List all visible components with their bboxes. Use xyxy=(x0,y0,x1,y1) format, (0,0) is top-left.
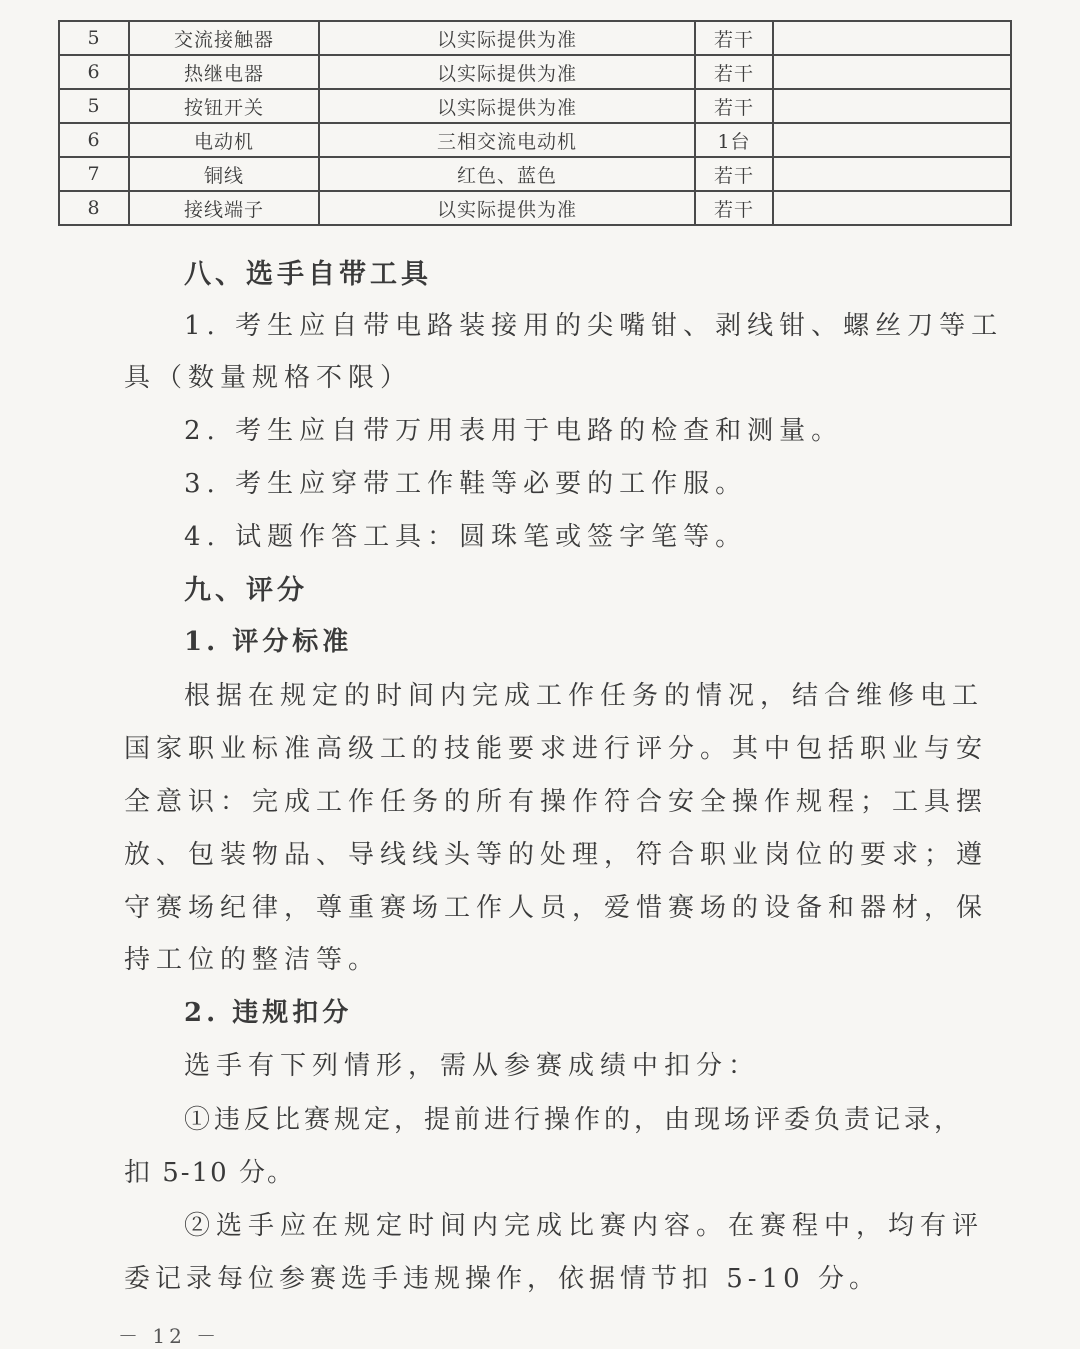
table-row xyxy=(59,21,1011,55)
item-note xyxy=(773,55,1011,89)
item-spec: 红色、蓝色 xyxy=(319,157,695,191)
scoring-standard-line: 持工位的整洁等。 xyxy=(124,945,381,975)
violation-rule-2-line-1: ②选手应在规定时间内完成比赛内容。在赛程中，均有评 xyxy=(184,1211,985,1241)
table-row xyxy=(59,89,1011,123)
item-name: 铜线 xyxy=(129,157,319,191)
violation-rule-2-line-2: 委记录每位参赛选手违规操作，依据情节扣 5-10 分。 xyxy=(124,1264,880,1294)
tool-item-2: 2. 考生应自带万用表用于电路的检查和测量。 xyxy=(184,416,844,446)
item-note xyxy=(773,191,1011,225)
violation-rule-1-line-2: 扣 5-10 分。 xyxy=(124,1158,295,1188)
section-9-heading: 九、评分 xyxy=(184,575,308,606)
item-quantity: 若干 xyxy=(695,55,773,89)
violation-deduction-heading: 2. 违规扣分 xyxy=(184,998,353,1028)
item-note xyxy=(773,89,1011,123)
item-spec: 以实际提供为准 xyxy=(319,55,695,89)
table-row xyxy=(59,191,1011,225)
item-name: 接线端子 xyxy=(129,191,319,225)
item-spec: 以实际提供为准 xyxy=(319,89,695,123)
item-quantity: 若干 xyxy=(695,191,773,225)
item-quantity: 若干 xyxy=(695,21,773,55)
violation-intro: 选手有下列情形，需从参赛成绩中扣分： xyxy=(184,1051,761,1081)
item-spec: 以实际提供为准 xyxy=(319,21,695,55)
item-spec: 以实际提供为准 xyxy=(319,191,695,225)
violation-rule-1-line-1: ①违反比赛规定，提前进行操作的，由现场评委负责记录， xyxy=(184,1105,965,1135)
scoring-standard-line: 国家职业标准高级工的技能要求进行评分。其中包括职业与安 xyxy=(124,734,989,764)
page-number: － 12 － xyxy=(118,1324,221,1348)
row-number: 5 xyxy=(59,89,129,123)
scoring-standard-heading: 1. 评分标准 xyxy=(184,627,353,657)
table-row xyxy=(59,55,1011,89)
scoring-standard-line: 根据在规定的时间内完成工作任务的情况，结合维修电工 xyxy=(184,681,985,711)
scoring-standard-line: 守赛场纪律，尊重赛场工作人员，爱惜赛场的设备和器材，保 xyxy=(124,893,989,923)
tool-item-3: 3. 考生应穿带工作鞋等必要的工作服。 xyxy=(184,469,748,499)
item-quantity: 若干 xyxy=(695,89,773,123)
materials-table xyxy=(58,20,1012,226)
scoring-standard-line: 放、包装物品、导线线头等的处理，符合职业岗位的要求；遵 xyxy=(124,840,989,870)
item-name: 热继电器 xyxy=(129,55,319,89)
row-number: 7 xyxy=(59,157,129,191)
item-quantity: 1台 xyxy=(695,123,773,157)
item-quantity: 若干 xyxy=(695,157,773,191)
tool-item-1-line-2: 具（数量规格不限） xyxy=(124,363,413,393)
row-number: 5 xyxy=(59,21,129,55)
scoring-standard-line: 全意识：完成工作任务的所有操作符合安全操作规程；工具摆 xyxy=(124,787,989,817)
section-8-heading: 八、选手自带工具 xyxy=(184,259,432,290)
item-note xyxy=(773,123,1011,157)
tool-item-1-line-1: 1. 考生应自带电路装接用的尖嘴钳、剥线钳、螺丝刀等工 xyxy=(184,311,1004,341)
tool-item-4: 4. 试题作答工具：圆珠笔或签字笔等。 xyxy=(184,522,748,552)
row-number: 8 xyxy=(59,191,129,225)
item-note xyxy=(773,21,1011,55)
table-row xyxy=(59,157,1011,191)
item-name: 按钮开关 xyxy=(129,89,319,123)
row-number: 6 xyxy=(59,55,129,89)
item-spec: 三相交流电动机 xyxy=(319,123,695,157)
item-name: 交流接触器 xyxy=(129,21,319,55)
table-row xyxy=(59,123,1011,157)
item-note xyxy=(773,157,1011,191)
row-number: 6 xyxy=(59,123,129,157)
item-name: 电动机 xyxy=(129,123,319,157)
